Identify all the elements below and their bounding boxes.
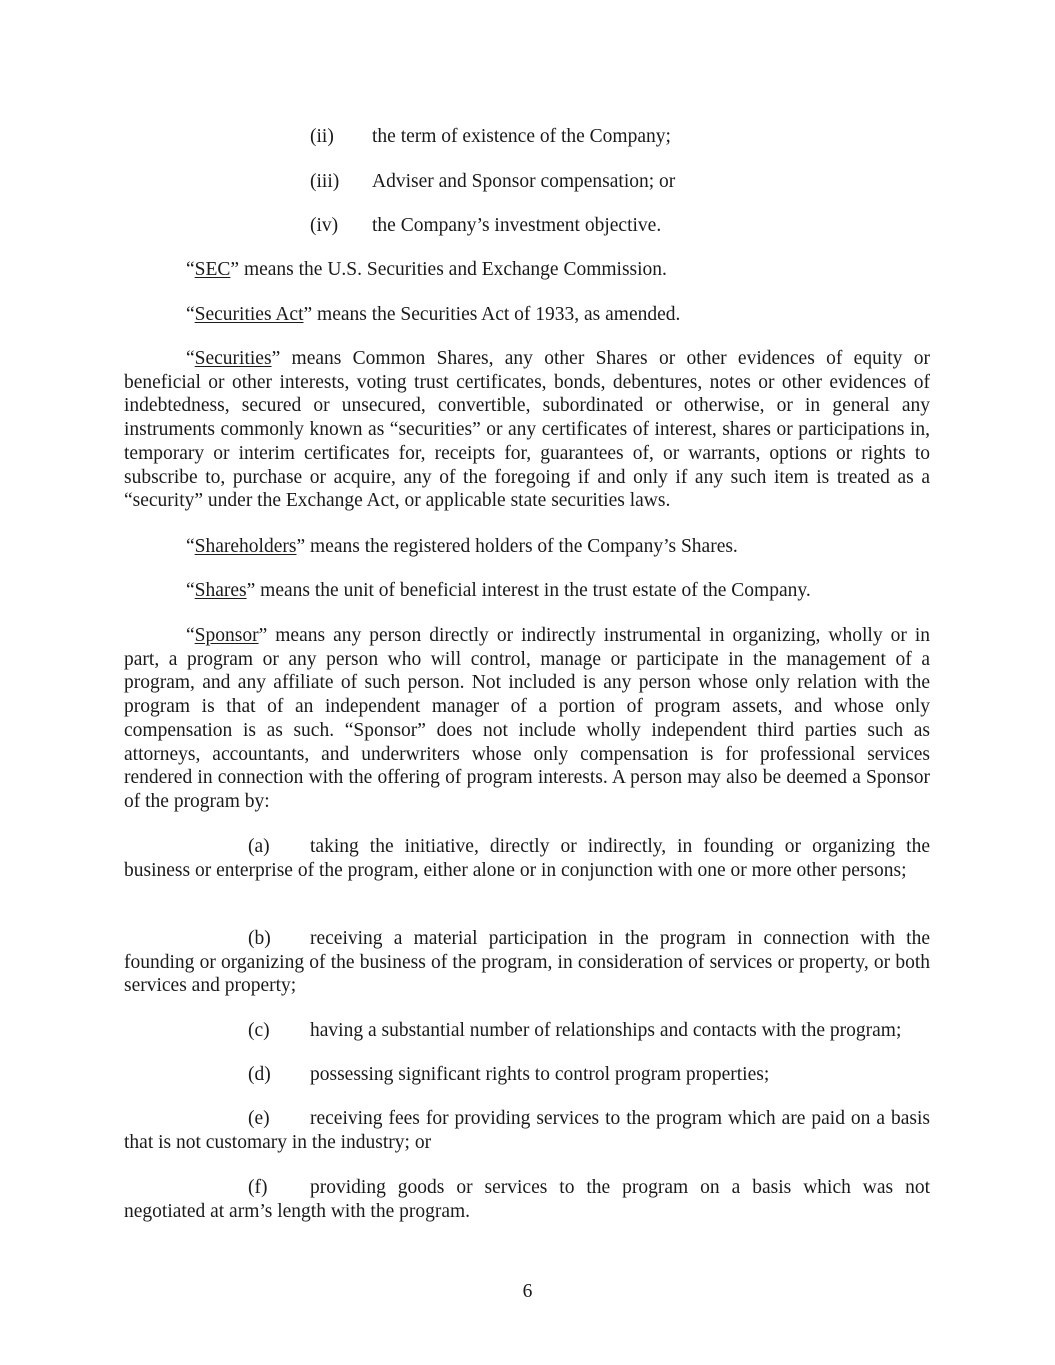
letter-item-text: having a substantial number of relationships and contacts with the program; [310, 1020, 902, 1041]
roman-item-number: (iv) [310, 215, 339, 236]
letter-item-number: (b) [248, 928, 271, 949]
letter-item-a [124, 835, 930, 882]
roman-item-text: the term of existence of the Company; [372, 126, 671, 147]
definition-securities-act [186, 303, 680, 327]
letter-item-text: possessing significant rights to control program properties; [310, 1064, 770, 1085]
roman-item-iv [310, 214, 661, 238]
letter-item-b [124, 927, 930, 998]
letter-item-d [248, 1063, 769, 1087]
open-quote: “ [186, 580, 195, 601]
open-quote: “ [186, 348, 195, 369]
definition-text: ” means the unit of beneficial interest in the trust estate of the Company. [246, 580, 811, 601]
open-quote: “ [186, 259, 195, 280]
defined-term: Sponsor [194, 625, 259, 646]
letter-item-number: (d) [248, 1064, 271, 1085]
letter-item-number: (a) [248, 836, 270, 857]
roman-item-number: (iii) [310, 171, 340, 192]
letter-item-text: taking the initiative, directly or indirectly, in founding or organizing the business or enterprise of the program, either alone or in conjunction with one or more other persons; [124, 836, 930, 881]
open-quote: “ [186, 536, 195, 557]
defined-term: SEC [194, 259, 231, 280]
definition-shares [186, 579, 811, 603]
definition-securities [124, 347, 930, 513]
defined-term: Securities [194, 348, 272, 369]
letter-item-number: (e) [248, 1108, 270, 1129]
definition-text: ” means the Securities Act of 1933, as amended. [303, 304, 681, 325]
definition-text: ” means the registered holders of the Company’s Shares. [296, 536, 738, 557]
defined-term: Shareholders [194, 536, 297, 557]
letter-item-text: receiving fees for providing services to the program which are paid on a basis that is not customary in the industry; or [124, 1108, 930, 1153]
open-quote: “ [186, 625, 195, 646]
defined-term: Securities Act [194, 304, 304, 325]
roman-item-iii [310, 170, 675, 194]
defined-term: Shares [194, 580, 247, 601]
definition-text: ” means the U.S. Securities and Exchange Commission. [230, 259, 667, 280]
letter-item-e [124, 1107, 930, 1154]
letter-item-text: providing goods or services to the program on a basis which was not negotiated at arm’s length with the program. [124, 1177, 930, 1222]
roman-item-ii [310, 125, 671, 149]
definition-sponsor [124, 624, 930, 814]
definition-text: ” means Common Shares, any other Shares or other evidences of equity or beneficial or other interests, voting trust certificates, bonds, debentures, notes or other evidences of indebtedness, secured or unsecured, convertible, subordinated or otherwise, or in general any instruments commonly known as “securities” or any certificates of interest, shares or participations in, temporary or interim certificates for, receipts for, guarantees of, or warrants, options or rights to subscribe to, purchase or acquire, any of the foregoing if and only if any such item is treated as a “security” under the Exchange Act, or applicable state securities laws. [124, 348, 930, 512]
letter-item-f [124, 1176, 930, 1223]
roman-item-text: Adviser and Sponsor compensation; or [372, 171, 676, 192]
letter-item-number: (f) [248, 1177, 268, 1198]
roman-item-text: the Company’s investment objective. [372, 215, 662, 236]
roman-item-number: (ii) [310, 126, 334, 147]
definition-sec [186, 258, 667, 282]
letter-item-c [248, 1019, 901, 1043]
letter-item-number: (c) [248, 1020, 270, 1041]
open-quote: “ [186, 304, 195, 325]
page-number: 6 [522, 1281, 533, 1302]
letter-item-text: receiving a material participation in the program in connection with the founding or organizing of the business of the program, in consideration of services or property, or both services and property; [124, 928, 930, 997]
definition-shareholders [186, 535, 738, 559]
definition-text: ” means any person directly or indirectly instrumental in organizing, wholly or in part, a program or any person who will control, manage or participate in the management of a program, and any affiliate of such person. Not included is any person whose only relation with the program is that of an independent manager of a portion of program assets, and whose only compensation is as such. “Sponsor” does not include wholly independent third parties such as attorneys, accountants, and underwriters whose only compensation is for professional services rendered in connection with the offering of program interests. A person may also be deemed a Sponsor of the program by: [124, 625, 930, 812]
